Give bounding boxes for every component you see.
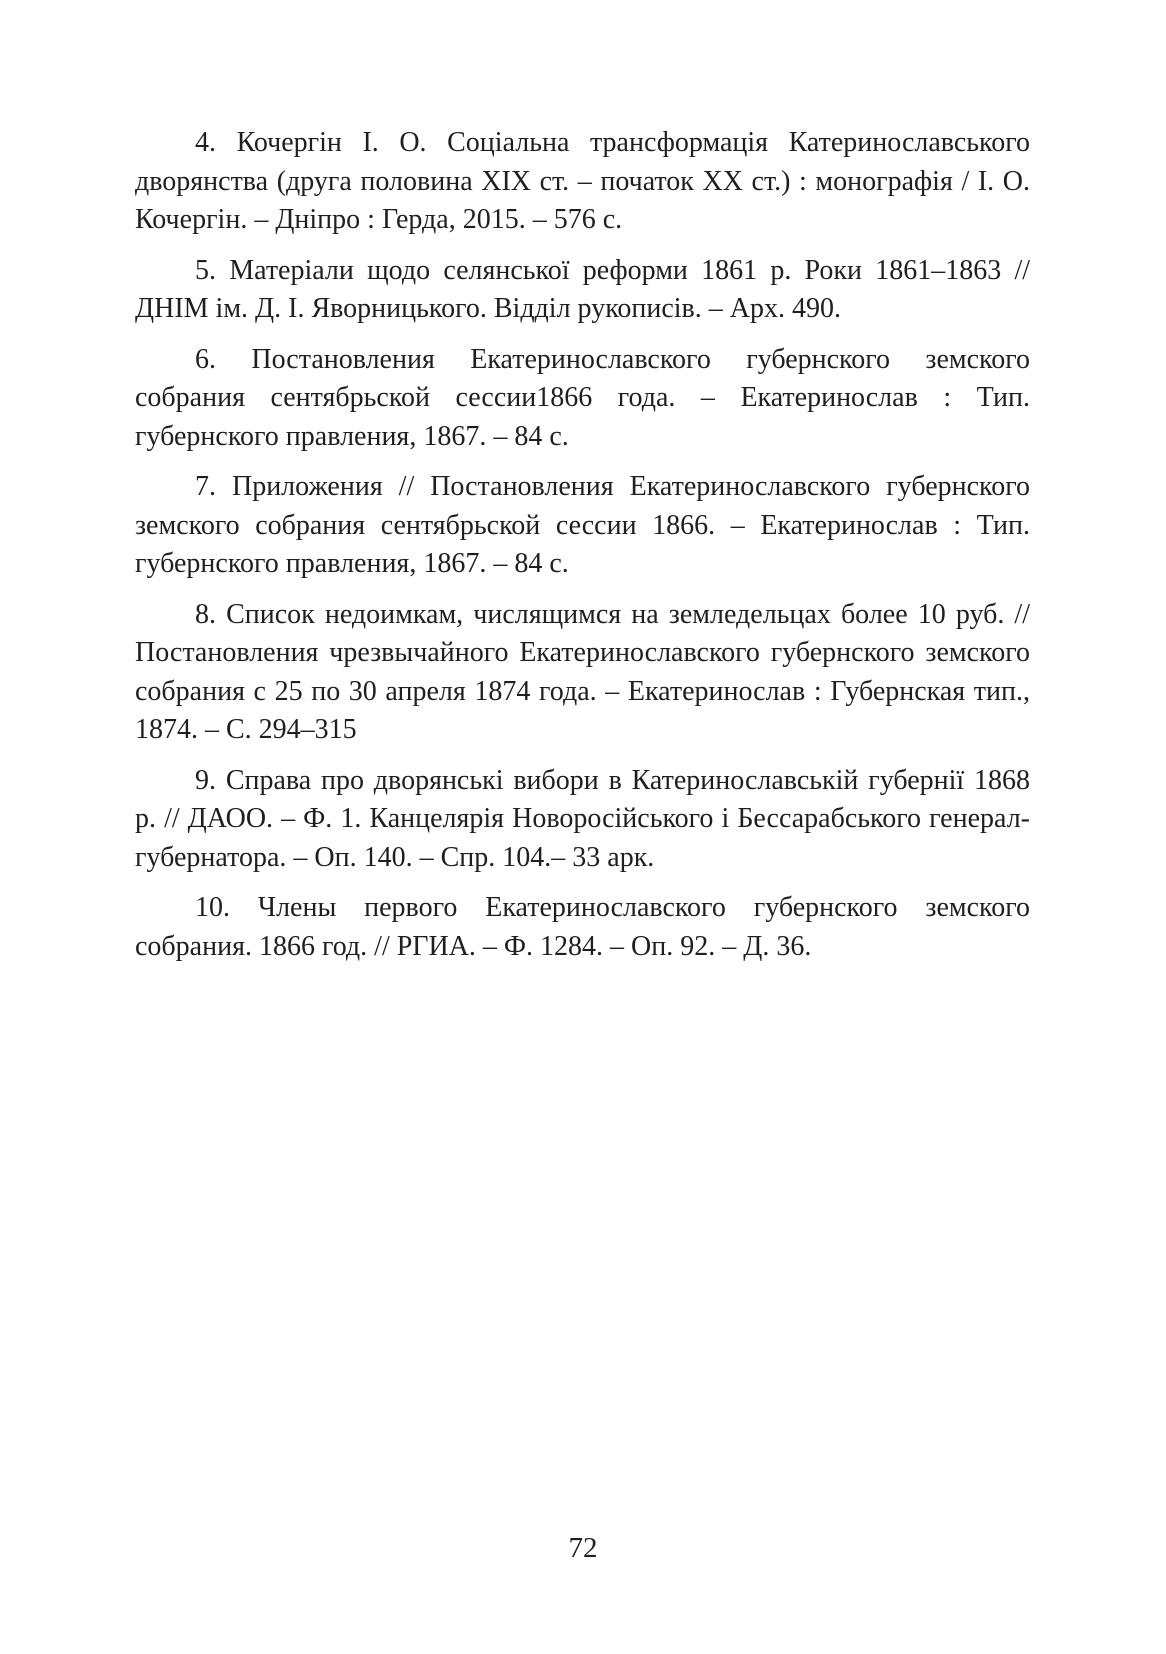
reference-item-10: 10. Члены первого Екатеринославского губернского земского собрания. 1866 год. // РГИА. – Ф. 1284. – Оп. 92. – Д. 36. <box>135 892 1030 962</box>
reference-item-6: 6. Постановления Екатеринославского губернского земского собрания сентябрьской сессии1866 года. – Екатеринослав : Тип. губернского правления, 1867. – 84 с. <box>135 343 1030 452</box>
page-number: 72 <box>568 1532 598 1564</box>
reference-item-5: 5. Матеріали щодо селянської реформи 1861 р. Роки 1861–1863 // ДНІМ ім. Д. І. Яворницького. Відділ рукописів. – Арх. 490. <box>135 254 1030 324</box>
reference-list <box>135 124 1030 978</box>
reference-item-8: 8. Список недоимкам, числящимся на земледельцах более 10 руб. // Постановления чрезвычайного Екатеринославского губернского земского собрания с 25 по 30 апреля 1874 года. – Екатеринослав : Губернская тип., 1874. – С. 294–315 <box>135 598 1030 745</box>
reference-item-4: 4. Кочергін І. О. Соціальна трансформація Катеринославського дворянства (друга половина ХІХ ст. – початок ХХ ст.) : монографія / І. О. Кочергін. – Дніпро : Герда, 2015. – 576 с. <box>135 127 1030 235</box>
reference-item-7: 7. Приложения // Постановления Екатеринославского губернского земского собрания сентябрьской сессии 1866. – Екатеринослав : Тип. губернского правления, 1867. – 84 с. <box>135 471 1030 579</box>
reference-item-9: 9. Справа про дворянські вибори в Катеринославській губернії 1868 р. // ДАОО. – Ф. 1. Канцелярія Новоросійського і Бессарабського генерал-губернатора. – Оп. 140. – Спр. 104.– 33 арк. <box>135 764 1030 873</box>
